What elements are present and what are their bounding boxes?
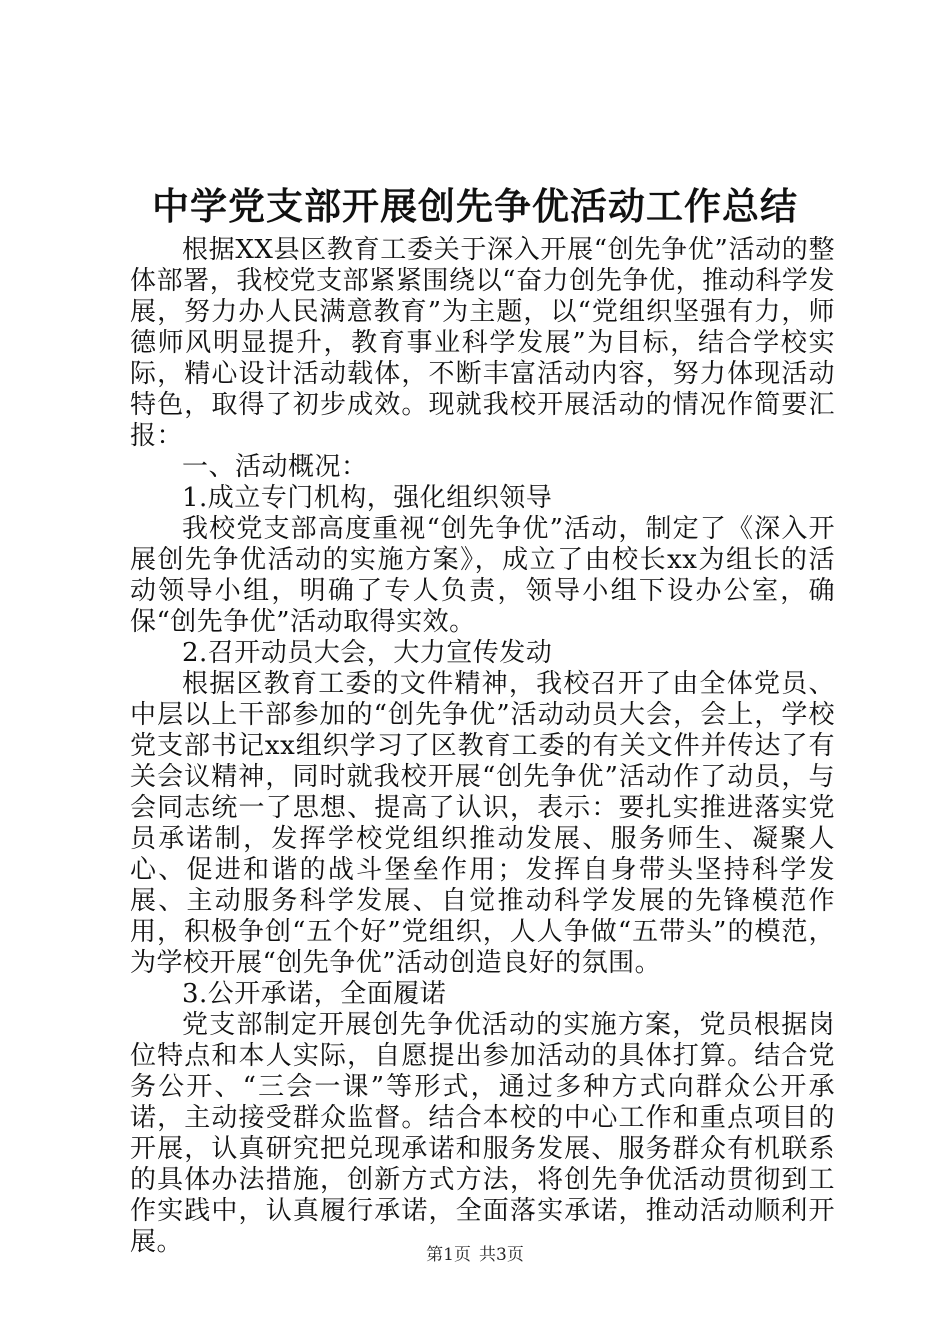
- page-footer: [0, 1244, 950, 1266]
- document-title: 中学党支部开展创先争优活动工作总结: [152, 184, 798, 228]
- subheading-3: 3.公开承诺，全面履诺: [182, 979, 447, 1009]
- paragraph-1: 我校党支部高度重视“创先争优”活动，制定了《深入开展创先争优活动的实施方案》，成立了由校长xx为组长的活动领导小组，明确了专人负责，领导小组下设办公室，确保“创先争优”活动取得实效。: [130, 514, 835, 637]
- page-number: 第1页: [426, 1245, 471, 1265]
- subheading-2: 2.召开动员大会，大力宣传发动: [182, 638, 553, 668]
- subheading-1: 1.成立专门机构，强化组织领导: [182, 483, 553, 513]
- paragraph-intro: 根据XX县区教育工委关于深入开展“创先争优”活动的整体部署，我校党支部紧紧围绕以“奋力创先争优，推动科学发展，努力办人民满意教育”为主题，以“党组织坚强有力，师德师风明显提升，教育事业科学发展”为目标，结合学校实际，精心设计活动载体，不断丰富活动内容，努力体现活动特色，取得了初步成效。现就我校开展活动的情况作简要汇报：: [130, 235, 835, 451]
- paragraph-3: 党支部制定开展创先争优活动的实施方案，党员根据岗位特点和本人实际，自愿提出参加活动的具体打算。结合党务公开、“三会一课”等形式，通过多种方式向群众公开承诺，主动接受群众监督。结合本校的中心工作和重点项目的开展，认真研究把兑现承诺和服务发展、服务群众有机联系的具体办法措施，创新方式方法，将创先争优活动贯彻到工作实践中，认真履行承诺，全面落实承诺，推动活动顺利开展。: [130, 1010, 835, 1257]
- document-body: [130, 235, 835, 1258]
- section-heading-overview: 一、活动概况：: [182, 452, 368, 482]
- paragraph-2: 根据区教育工委的文件精神，我校召开了由全体党员、中层以上干部参加的“创先争优”活动动员大会，会上，学校党支部书记xx组织学习了区教育工委的有关文件并传达了有关会议精神，同时就我校开展“创先争优”活动作了动员，与会同志统一了思想、提高了认识，表示：要扎实推进落实党员承诺制，发挥学校党组织推动发展、服务师生、凝聚人心、促进和谐的战斗堡垒作用；发挥自身带头坚持科学发展、主动服务科学发展、自觉推动科学发展的先锋模范作用，积极争创“五个好”党组织，人人争做“五带头”的模范，为学校开展“创先争优”活动创造良好的氛围。: [130, 669, 835, 978]
- page-total: 共3页: [479, 1245, 524, 1265]
